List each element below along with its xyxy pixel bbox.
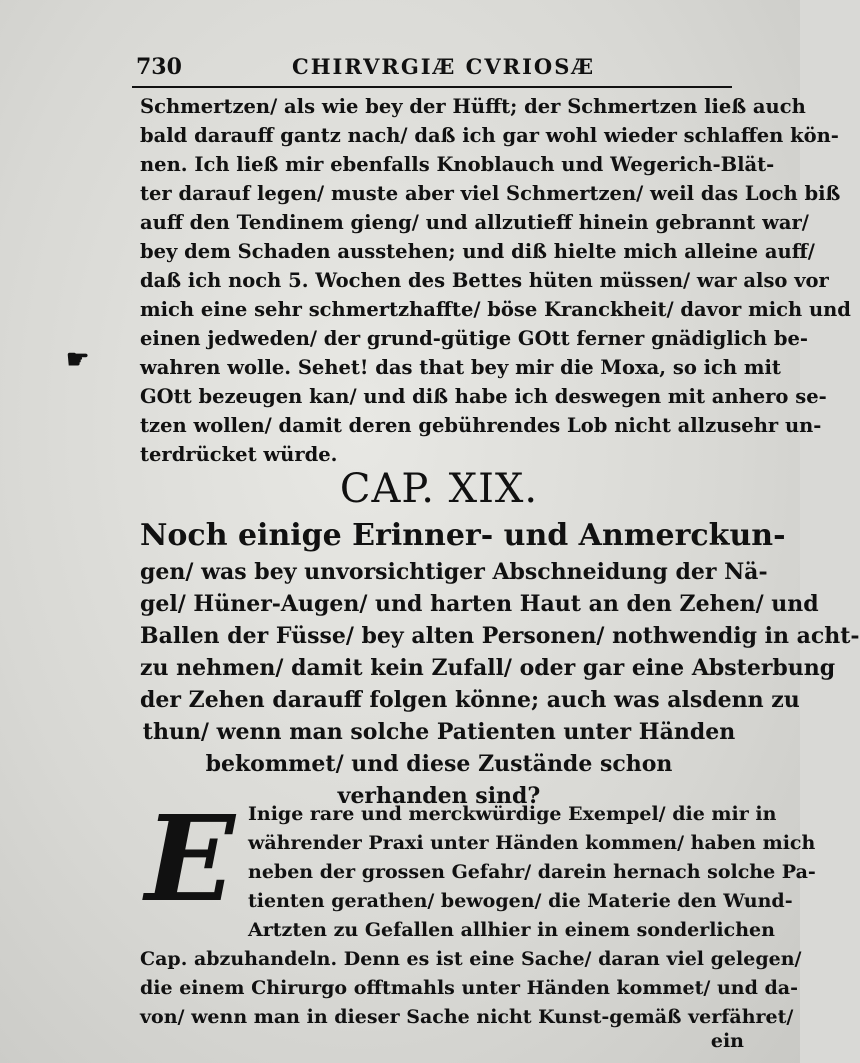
chapter-title-line: Ballen der Füsse/ bey alten Personen/ nothwendig in acht- [140,623,860,649]
text-line: ter darauf legen/ muste aber viel Schmertzen/ weil das Loch biß [140,182,841,205]
text-line: wahren wolle. Sehet! das that bey mir die Moxa, so ich mit [140,356,781,379]
chapter-title-line: gen/ was bey unvorsichtiger Abschneidung der Nä- [140,559,768,585]
text-line: bald darauff gantz nach/ daß ich gar wohl wieder schlaffen kön- [140,124,839,147]
paragraph-line: neben der grossen Gefahr/ darein hernach solche Pa- [248,861,816,883]
chapter-title-line: verhanden sind? [337,783,541,809]
paragraph-line: die einem Chirurgo offtmahls unter Händen kommet/ und da- [140,977,798,999]
paragraph-line: von/ wenn man in dieser Sache nicht Kunst-gemäß verfähret/ [140,1006,794,1028]
text-line: nen. Ich ließ mir ebenfalls Knoblauch und Wegerich-Blät- [140,153,775,176]
chapter-title-line: thun/ wenn man solche Patienten unter Händen [142,719,736,745]
text-line: GOtt bezeugen kan/ und diß habe ich deswegen mit anhero se- [140,385,827,408]
text-line: mich eine sehr schmertzhaffte/ böse Kranckheit/ davor mich und [140,298,851,321]
chapter-title-line: zu nehmen/ damit kein Zufall/ oder gar eine Absterbung [140,655,836,681]
page-header [132,50,732,88]
paragraph-line: währender Praxi unter Händen kommen/ haben mich [248,832,816,854]
text-line: Schmertzen/ als wie bey der Hüfft; der Schmertzen ließ auch [140,95,806,118]
text-line: daß ich noch 5. Wochen des Bettes hüten müssen/ war also vor [140,269,829,292]
text-line: tzen wollen/ damit deren gebührendes Lob nicht allzusehr un- [140,414,822,437]
margin-pointing-hand-icon: ☛ [66,345,90,375]
chapter-title-line: Noch einige Erinner- und Anmerckun- [140,518,786,553]
paragraph-line: Inige rare und merckwürdige Exempel/ die mir in [248,803,777,825]
text-line: bey dem Schaden ausstehen; und diß hielte mich alleine auff/ [140,240,815,263]
text-line: terdrücket würde. [140,443,338,466]
paragraph-line: tienten gerathen/ bewogen/ die Materie den Wund- [248,890,793,912]
chapter-title-line: bekommet/ und diese Zustände schon [205,751,673,777]
running-head: CHIRVRGIÆ CVRIOSÆ [292,54,596,79]
paragraph-line: Artzten zu Gefallen allhier in einem sonderlichen [248,919,775,941]
catchword: ein [710,1030,744,1052]
page-number: 730 [136,54,182,80]
chapter-heading: CAP. XIX. [339,466,539,512]
chapter-title-line: der Zehen darauff folgen könne; auch was alsdenn zu [140,687,800,713]
body-text [140,92,851,469]
chapter-title [140,516,860,812]
text-line: einen jedweden/ der grund-gütige GOtt ferner gnädiglich be- [140,327,809,350]
paragraph-line: Cap. abzuhandeln. Denn es ist eine Sache/ daran viel gelegen/ [140,948,802,970]
chapter-title-line: gel/ Hüner-Augen/ und harten Haut an den Zehen/ und [140,591,819,617]
text-line: auff den Tendinem gieng/ und allzutieff hinein gebrannt war/ [140,211,809,234]
decorated-initial: E [145,789,235,928]
